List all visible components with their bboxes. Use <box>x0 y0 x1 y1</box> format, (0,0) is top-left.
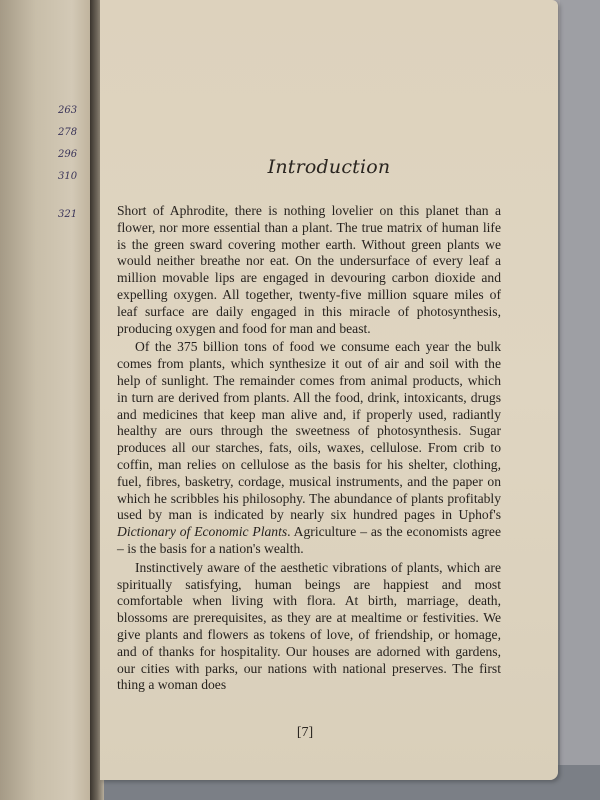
page-number-note: 278 <box>58 127 78 138</box>
page-number-note: 296 <box>58 149 78 160</box>
left-page <box>0 0 92 800</box>
page-number-note: 310 <box>58 171 78 182</box>
paragraph-1: Short of Aphrodite, there is nothing lovelier on this planet than a flower, nor more essential than a plant. The true matrix of human life is the green sward covering mother earth. Without green plants we would neither breathe nor eat. On the undersurface of every leaf a million movable lips are engaged in devouring carbon dioxide and expelling oxygen. All together, twenty-five million square miles of leaf surface are daily engaged in this miracle of photosynthesis, producing oxygen and food for man and beast. <box>117 203 501 336</box>
page-number-note: 263 <box>58 105 78 116</box>
book-title-italic: Dictionary of Economic Plants <box>117 524 288 540</box>
chapter-title: Introduction <box>267 156 391 178</box>
background-right <box>560 0 600 800</box>
page-folio: [7] <box>296 725 314 740</box>
page-number-note: 321 <box>58 209 78 220</box>
handwritten-page-numbers <box>58 100 77 226</box>
paragraph-2 <box>117 339 501 557</box>
body-text <box>117 203 501 694</box>
paragraph-3: Instinctively aware of the aesthetic vibrations of plants, which are spiritually satisfying, human beings are happiest and most comfortable when living with flora. At birth, marriage, death, blossoms are prerequisites, as they are at mealtime or festivities. We give plants and flowers as tokens of love, of friendship, or homage, and of thanks for hospitality. Our houses are adorned with gardens, our cities with parks, our nations with national preserves. The first thing a woman does <box>117 559 501 693</box>
paragraph-2-end: . Agriculture – as the economists agree – is the basis for a nation's wealth. <box>117 524 501 556</box>
paragraph-2-text: Of the 375 billion tons of food we consume each year the bulk comes from plants, which synthesize it out of air and soil with the help of sunlight. The remainder comes from animal products, which in turn are derived from plants. All the food, drink, intoxicants, drugs and medicines that keep man alive and, if properly used, radiantly healthy are ours through the sweetness of photosynthesis. Sugar produces all our starches, fats, oils, waxes, cellulose. From crib to coffin, man relies on cellulose as the basis for his shelter, clothing, fuel, fibres, basketry, cordage, musical instruments, and the paper on which he scribbles his philosophy. The abundance of plants profitably used by man is indicated by nearly six hundred pages in Uphof's <box>117 339 501 523</box>
